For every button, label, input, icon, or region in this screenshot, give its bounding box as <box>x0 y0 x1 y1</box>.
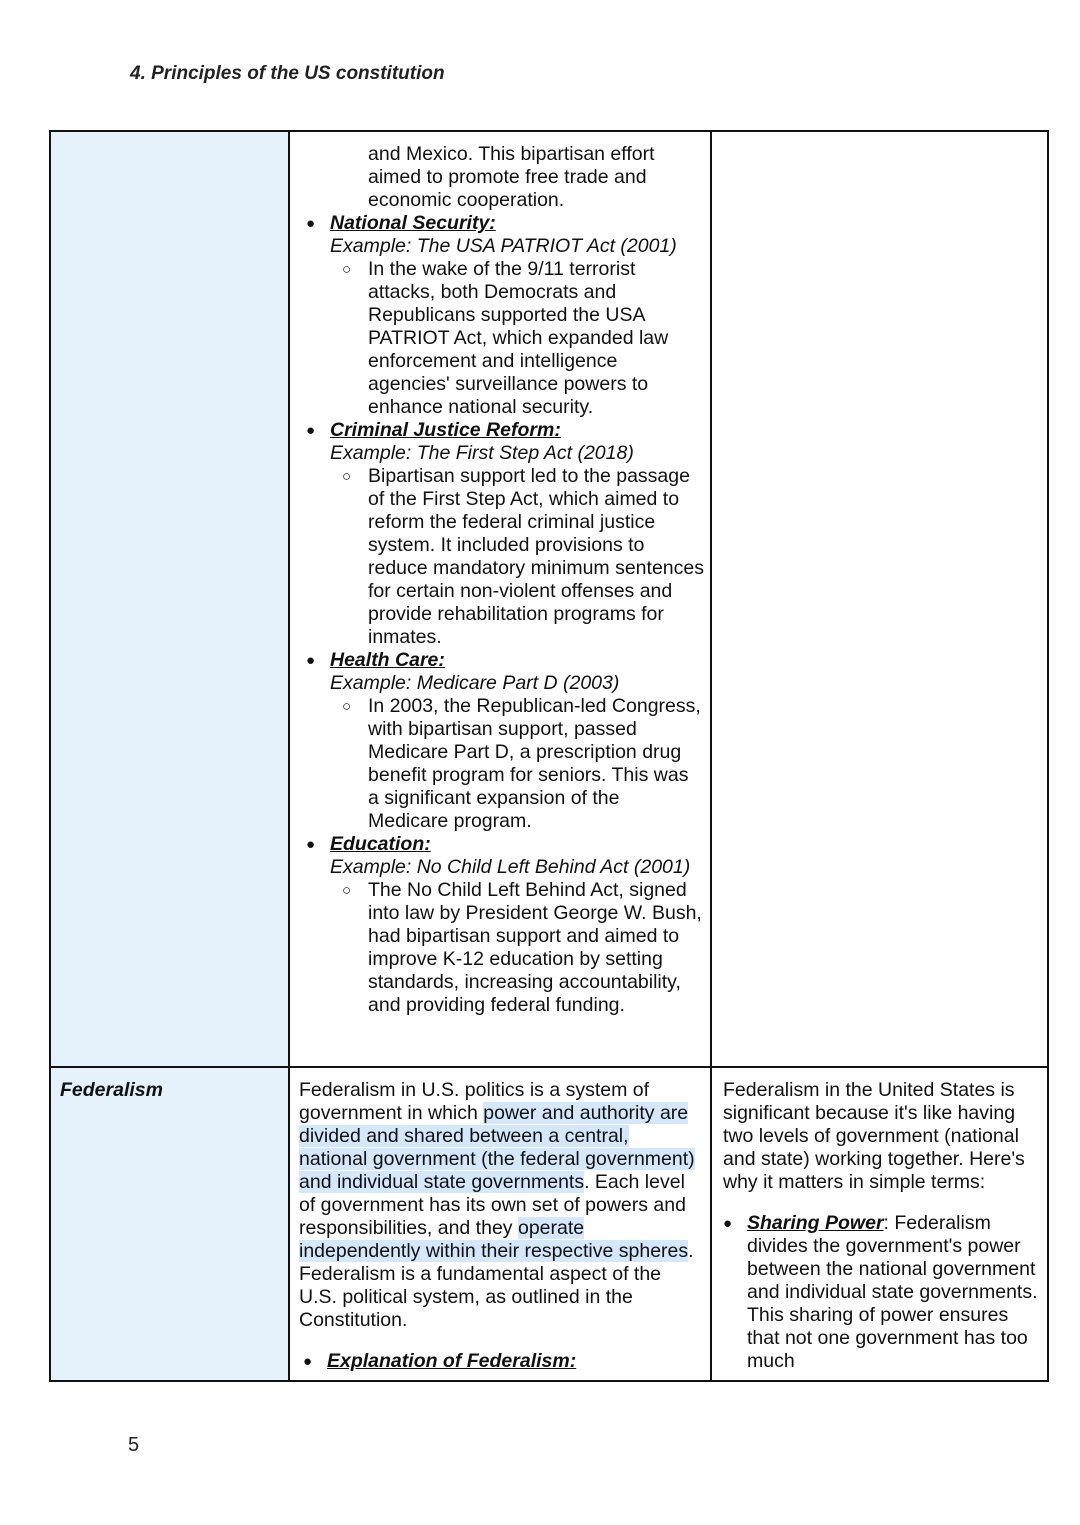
highlighted-text: power and authority are divided and shared between a central, national government (the federal government) and individual state governments <box>299 1102 695 1193</box>
item-heading: ● Criminal Justice Reform: <box>330 419 561 441</box>
table-row <box>50 1067 1048 1381</box>
explanation-list <box>291 1350 709 1373</box>
item-example: Example: The First Step Act (2018) <box>330 442 634 464</box>
item-example: Example: No Child Left Behind Act (2001) <box>330 856 691 878</box>
page-title: 4. Principles of the US constitution <box>130 63 445 84</box>
point-heading: Sharing Power <box>747 1212 884 1234</box>
list-item <box>713 1212 1046 1373</box>
item-detail: ○ In 2003, the Republican-led Congress, with bipartisan support, passed Medicare Part D, a prescription drug benefit program for seniors. This was a significant expansion of the Medicare program. <box>330 695 704 833</box>
item-example: Example: The USA PATRIOT Act (2001) <box>330 235 677 257</box>
item-example: Example: Medicare Part D (2003) <box>330 672 620 694</box>
list-item <box>296 212 704 419</box>
list-item <box>296 419 704 649</box>
significance-cell <box>711 1067 1048 1381</box>
item-heading: ● Education: <box>330 833 431 855</box>
item-heading: ● National Security: <box>330 212 496 234</box>
notes-table <box>49 130 1049 1382</box>
definition-text <box>291 1069 709 1332</box>
examples-list <box>296 212 704 1017</box>
definition-part: . Federalism is a fundamental aspect of the U.S. political system, as outlined in the Constitution. <box>299 1240 694 1331</box>
list-item <box>296 649 704 833</box>
detail-cell <box>289 131 711 1067</box>
continuation-text: and Mexico. This bipartisan effort aimed to promote free trade and economic cooperation. <box>368 143 655 211</box>
item-detail: ○ The No Child Left Behind Act, signed into law by President George W. Bush, had bipartisan support and aimed to improve K-12 education by setting standards, increasing accountability, and providing federal funding. <box>330 879 704 1017</box>
definition-part: Federalism in U.S. politics is a system of government in which <box>299 1079 650 1124</box>
list-item <box>293 1350 709 1373</box>
significance-intro: Federalism in the United States is significant because it's like having two levels of government (national and state) working together. Here's why it matters in simple terms: <box>723 1079 1025 1193</box>
item-heading: ● Health Care: <box>330 649 445 671</box>
explanation-heading: Explanation of Federalism: <box>327 1350 577 1372</box>
term-cell-empty <box>50 131 289 1067</box>
term-label: Federalism <box>60 1079 163 1101</box>
definition-cell <box>289 1067 711 1381</box>
table-row <box>50 131 1048 1067</box>
definition-part: . Each level of government has its own set of powers and responsibilities, and they <box>299 1171 686 1239</box>
term-cell <box>50 1067 289 1381</box>
point-text: : Federalism divides the government's power between the national government and individual state governments. This sharing of power ensures that not one government has too much <box>747 1212 1038 1372</box>
item-detail: ○ In the wake of the 9/11 terrorist attacks, both Democrats and Republicans supported the USA PATRIOT Act, which expanded law enforcement and intelligence agencies' surveillance powers to enhance national security. <box>330 258 704 419</box>
list-item <box>296 833 704 1017</box>
page-number: 5 <box>128 1434 140 1456</box>
item-detail: ○ Bipartisan support led to the passage of the First Step Act, which aimed to reform the federal criminal justice system. It included provisions to reduce mandatory minimum sentences for certain non-violent offenses and provide rehabilitation programs for inmates. <box>330 465 704 649</box>
significance-list <box>713 1212 1046 1373</box>
highlighted-text: operate independently within their respective spheres <box>299 1217 689 1262</box>
significance-cell-empty <box>711 131 1048 1067</box>
